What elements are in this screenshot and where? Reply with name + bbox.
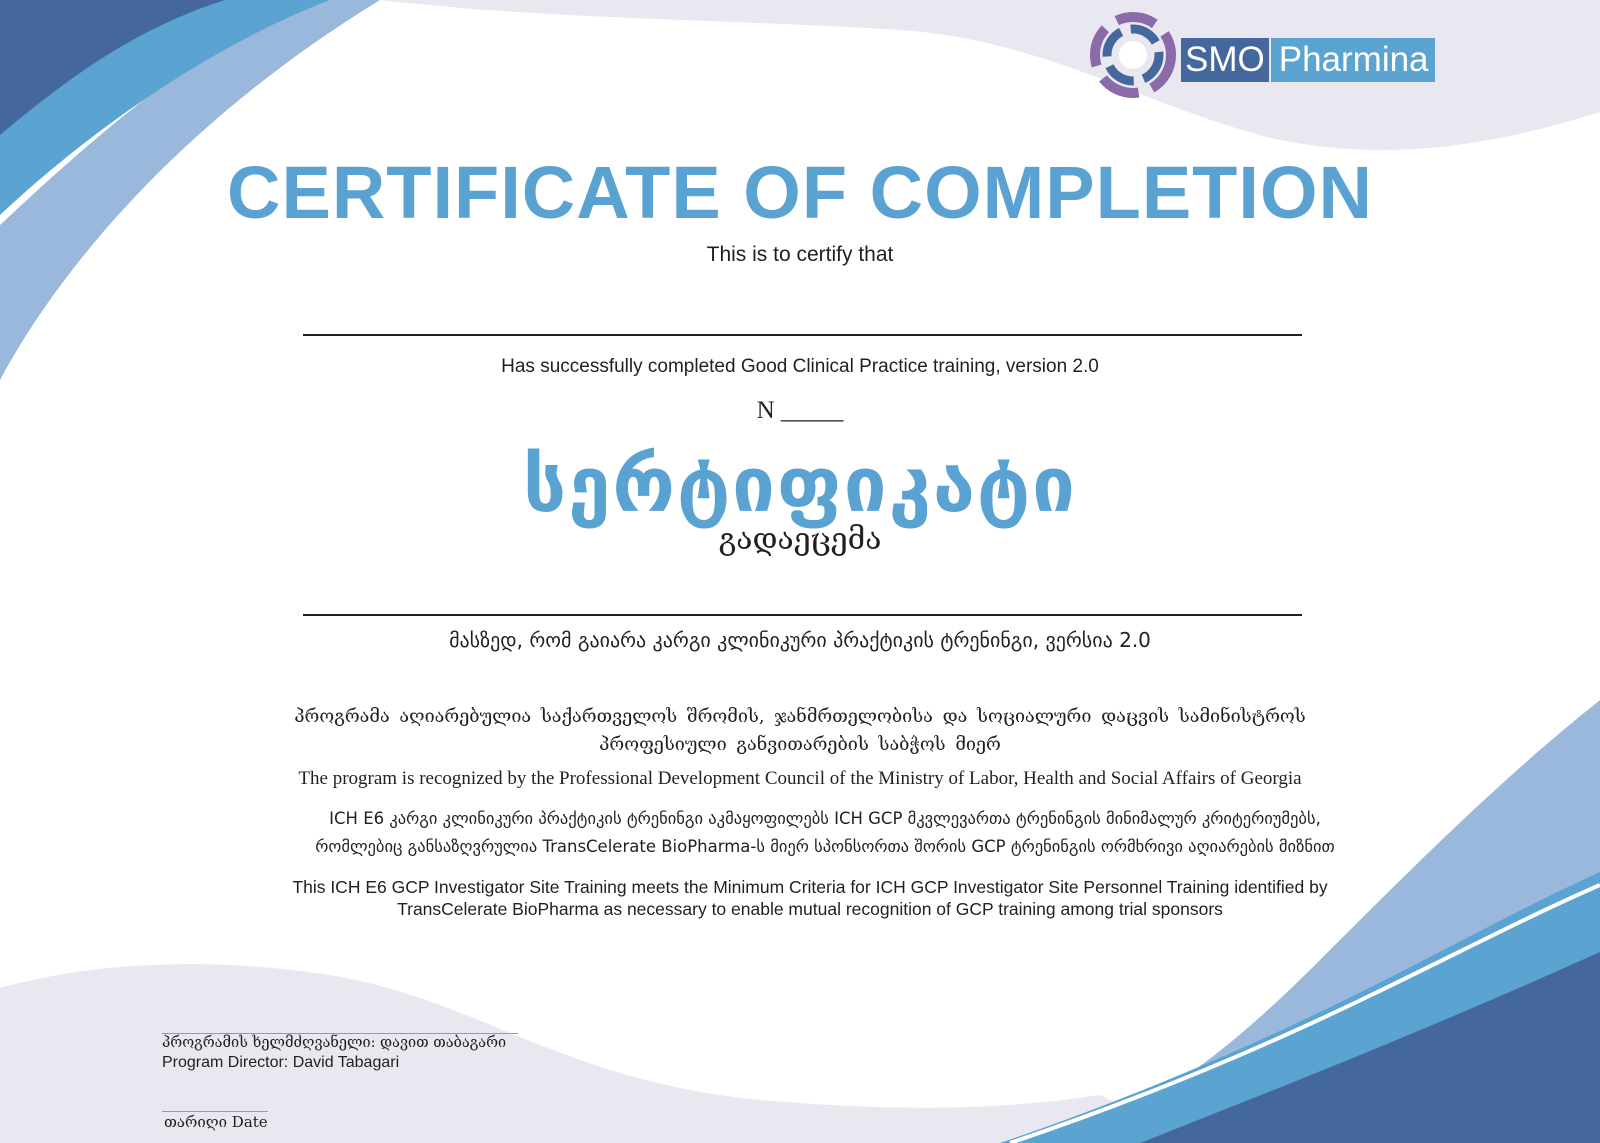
date-line (162, 1111, 268, 1112)
director-signature-line (162, 1033, 518, 1034)
georgian-name-line (303, 614, 1302, 616)
english-ich-statement (270, 876, 1350, 920)
director-georgian: პროგრამის ხელმძღვანელი: დავით თაბაგარი (162, 1035, 507, 1051)
georgian-ich-statement (270, 805, 1380, 861)
georgian-recognition (270, 703, 1330, 759)
english-recognition: The program is recognized by the Professional Development Council of the Ministry of Labor, Health and Social Affairs of Georgia (298, 768, 1302, 789)
director-english: Program Director: David Tabagari (162, 1054, 400, 1071)
recipient-name-line (303, 334, 1302, 336)
logo-wordmark (1181, 38, 1435, 82)
certify-text: This is to certify that (706, 243, 894, 266)
certificate-number: N _____ (756, 397, 844, 424)
date-label: თარიღი Date (164, 1113, 268, 1131)
georgian-recognition-line1: პროგრამა აღიარებულია საქართველოს შრომის, ჯანმრთელობისა და სოციალური დაცვის სამინისტროს (294, 706, 1306, 727)
english-ich-line1: This ICH E6 GCP Investigator Site Training meets the Minimum Criteria for ICH GCP Investigator Site Personnel Training identified by (292, 877, 1328, 897)
swirl-logo-icon (1090, 10, 1176, 100)
certificate-title: CERTIFICATE OF COMPLETION (227, 151, 1373, 234)
georgian-issued-text: გადაეცემა (718, 522, 882, 557)
logo-smo-text: SMO (1181, 38, 1269, 82)
georgian-completed-text: მასზედ, რომ გაიარა კარგი კლინიკური პრაქტიკის ტრენინგი, ვერსია 2.0 (449, 628, 1151, 652)
logo-pharmina-text: Pharmina (1271, 38, 1435, 82)
georgian-recognition-line2: პროფესიული განვითარების საბჭოს მიერ (599, 734, 1001, 755)
completed-text: Has successfully completed Good Clinical Practice training, version 2.0 (501, 356, 1099, 377)
company-logo (1090, 10, 1450, 102)
georgian-ich-line1: ICH E6 კარგი კლინიკური პრაქტიკის ტრენინგი აკმაყოფილებს ICH GCP მკვლევართა ტრენინგის მინიმალურ კრიტერიუმებს, (329, 809, 1321, 828)
english-ich-line2: TransCelerate BioPharma as necessary to enable mutual recognition of GCP training among trial sponsors (397, 899, 1223, 919)
georgian-title: სერტიფიკატი (523, 440, 1077, 529)
georgian-ich-line2: რომლებიც განსაზღვრულია TransCelerate BioPharma-ს მიერ სპონსორთა შორის GCP ტრენინგის ორმხრივი აღიარების მიზნით (315, 837, 1335, 856)
